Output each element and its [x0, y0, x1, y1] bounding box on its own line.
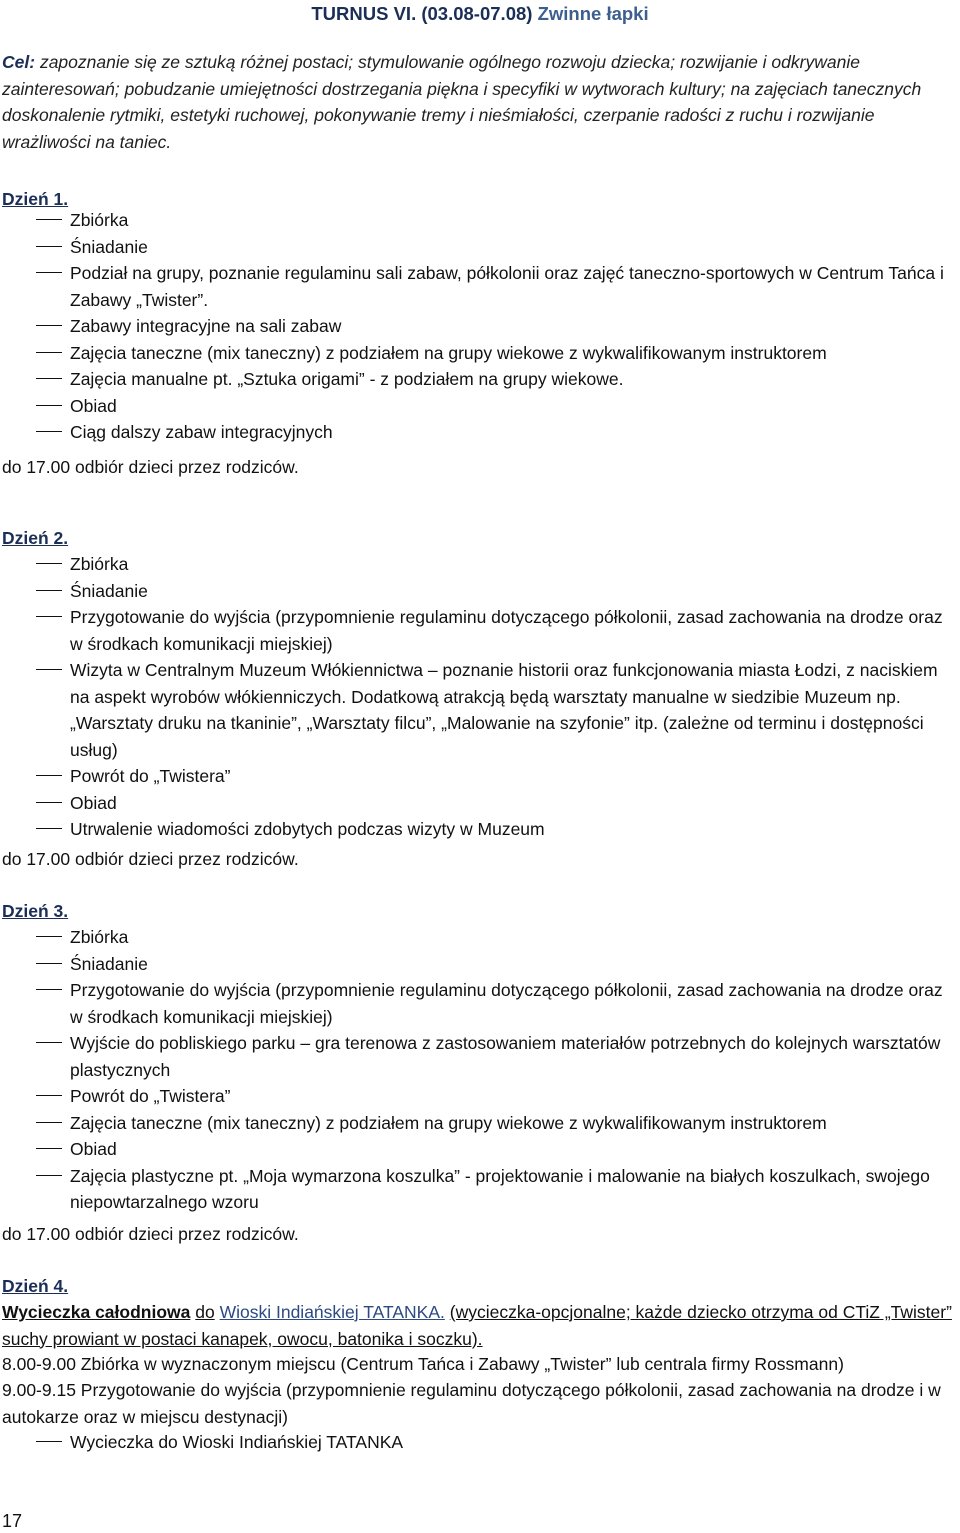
day3-end: do 17.00 odbiór dzieci przez rodziców. [2, 1224, 299, 1244]
list-item: Powrót do „Twistera” [0, 1083, 955, 1110]
day3-list [0, 924, 955, 1216]
list-item: Wycieczka do Wioski Indiańskiej TATANKA [0, 1429, 955, 1456]
list-item: Obiad [0, 790, 955, 817]
list-item: Wyjście do pobliskiego parku – gra terenowa z zastosowaniem materiałów potrzebnych do kolejnych warsztatów plastycznych [0, 1030, 955, 1083]
list-item: Zbiórka [0, 551, 955, 578]
page-title [0, 2, 960, 26]
dash-bullet [36, 590, 62, 591]
day4-trip-paragraph [2, 1299, 952, 1352]
day1-list [0, 207, 955, 446]
dash-bullet [36, 1095, 62, 1096]
dash-bullet [36, 1441, 62, 1442]
dash-bullet [36, 936, 62, 937]
dash-bullet [36, 616, 62, 617]
dash-bullet [36, 563, 62, 564]
dash-bullet [36, 405, 62, 406]
list-item: Zajęcia plastyczne pt. „Moja wymarzona koszulka” - projektowanie i malowanie na białych koszulkach, swojego niepowtarzalnego wzoru [0, 1163, 955, 1216]
goal-text: zapoznanie się ze sztuką różnej postaci; stymulowanie ogólnego rozwoju dziecka; rozwijanie i odkrywanie zainteresowań; pobudzanie umiejętności dostrzegania piękna i specyfiki w wytworach kultury; na zajęciach tanecznych doskonalenie rytmiki, estetyki ruchowej, pokonywanie tremy i nieśmiałości, czerpanie radości z ruchu i rozwijanie wrażliwości na taniec. [2, 52, 922, 152]
goal-label: Cel: [2, 52, 36, 72]
list-item: Wizyta w Centralnym Muzeum Włókiennictwa – poznanie historii oraz funkcjonowania miasta Łodzi, z naciskiem na aspekt wyrobów włókienniczych. Dodatkową atrakcją będą warsztaty manualne w siedzibie Muzeum np. „Warsztaty druku na tkaninie”, „Warsztaty filcu”, „Malowanie na szyfonie” itp. (zależne od terminu i dostępności usług) [0, 657, 955, 763]
day1-heading: Dzień 1. [2, 189, 69, 209]
dash-bullet [36, 1148, 62, 1149]
list-item: Zajęcia taneczne (mix taneczny) z podziałem na grupy wiekowe z wykwalifikowanym instruktorem [0, 340, 955, 367]
goal-paragraph [2, 49, 954, 155]
trip-place-link[interactable]: Wioski Indiańskiej TATANKA. [219, 1302, 445, 1322]
list-item: Zbiórka [0, 924, 955, 951]
day4-list [0, 1429, 955, 1456]
list-item: Śniadanie [0, 578, 955, 605]
page-number: 17 [2, 1511, 23, 1531]
dash-bullet [36, 802, 62, 803]
title-turnus: TURNUS VI. (03.08-07.08) [311, 3, 533, 24]
day4-line-2: 9.00-9.15 Przygotowanie do wyjścia (przypomnienie regulaminu dotyczącego półkolonii, zasad zachowania na drodze i w autokarze oraz w miejscu destynacji) [2, 1380, 941, 1427]
dash-bullet [36, 378, 62, 379]
dash-bullet [36, 1042, 62, 1043]
dash-bullet [36, 352, 62, 353]
title-theme: Zwinne łapki [537, 3, 649, 24]
list-item: Przygotowanie do wyjścia (przypomnienie regulaminu dotyczącego półkolonii, zasad zachowania na drodze oraz w środkach komunikacji miejskiej) [0, 977, 955, 1030]
dash-bullet [36, 669, 62, 670]
list-item: Obiad [0, 393, 955, 420]
trip-note: (wycieczka-opcjonalne; każde dziecko otrzyma od CTiZ „Twister” suchy prowiant w postaci kanapek, owocu, batonika i soczku). [2, 1302, 952, 1349]
list-item: Zbiórka [0, 207, 955, 234]
dash-bullet [36, 219, 62, 220]
dash-bullet [36, 963, 62, 964]
day4-heading: Dzień 4. [2, 1276, 69, 1296]
dash-bullet [36, 1122, 62, 1123]
list-item: Zajęcia taneczne (mix taneczny) z podziałem na grupy wiekowe z wykwalifikowanym instruktorem [0, 1110, 955, 1137]
list-item: Przygotowanie do wyjścia (przypomnienie regulaminu dotyczącego półkolonii, zasad zachowania na drodze oraz w środkach komunikacji miejskiej) [0, 604, 955, 657]
dash-bullet [36, 775, 62, 776]
list-item: Ciąg dalszy zabaw integracyjnych [0, 419, 955, 446]
day2-list [0, 551, 955, 843]
list-item: Śniadanie [0, 234, 955, 261]
trip-do: do [195, 1302, 215, 1322]
dash-bullet [36, 325, 62, 326]
trip-label: Wycieczka całodniowa [2, 1302, 191, 1322]
dash-bullet [36, 1175, 62, 1176]
dash-bullet [36, 989, 62, 990]
list-item: Zajęcia manualne pt. „Sztuka origami” - z podziałem na grupy wiekowe. [0, 366, 955, 393]
list-item: Podział na grupy, poznanie regulaminu sali zabaw, półkolonii oraz zajęć taneczno-sportowych w Centrum Tańca i Zabawy „Twister”. [0, 260, 955, 313]
day2-end: do 17.00 odbiór dzieci przez rodziców. [2, 849, 299, 869]
day3-heading: Dzień 3. [2, 901, 69, 921]
dash-bullet [36, 431, 62, 432]
dash-bullet [36, 272, 62, 273]
dash-bullet [36, 828, 62, 829]
list-item: Powrót do „Twistera” [0, 763, 955, 790]
day2-heading: Dzień 2. [2, 528, 69, 548]
list-item: Utrwalenie wiadomości zdobytych podczas wizyty w Muzeum [0, 816, 955, 843]
dash-bullet [36, 246, 62, 247]
list-item: Zabawy integracyjne na sali zabaw [0, 313, 955, 340]
day1-end: do 17.00 odbiór dzieci przez rodziców. [2, 457, 299, 477]
day4-line-1: 8.00-9.00 Zbiórka w wyznaczonym miejscu (Centrum Tańca i Zabawy „Twister” lub centrala firmy Rossmann) [2, 1354, 844, 1374]
list-item: Śniadanie [0, 951, 955, 978]
list-item: Obiad [0, 1136, 955, 1163]
